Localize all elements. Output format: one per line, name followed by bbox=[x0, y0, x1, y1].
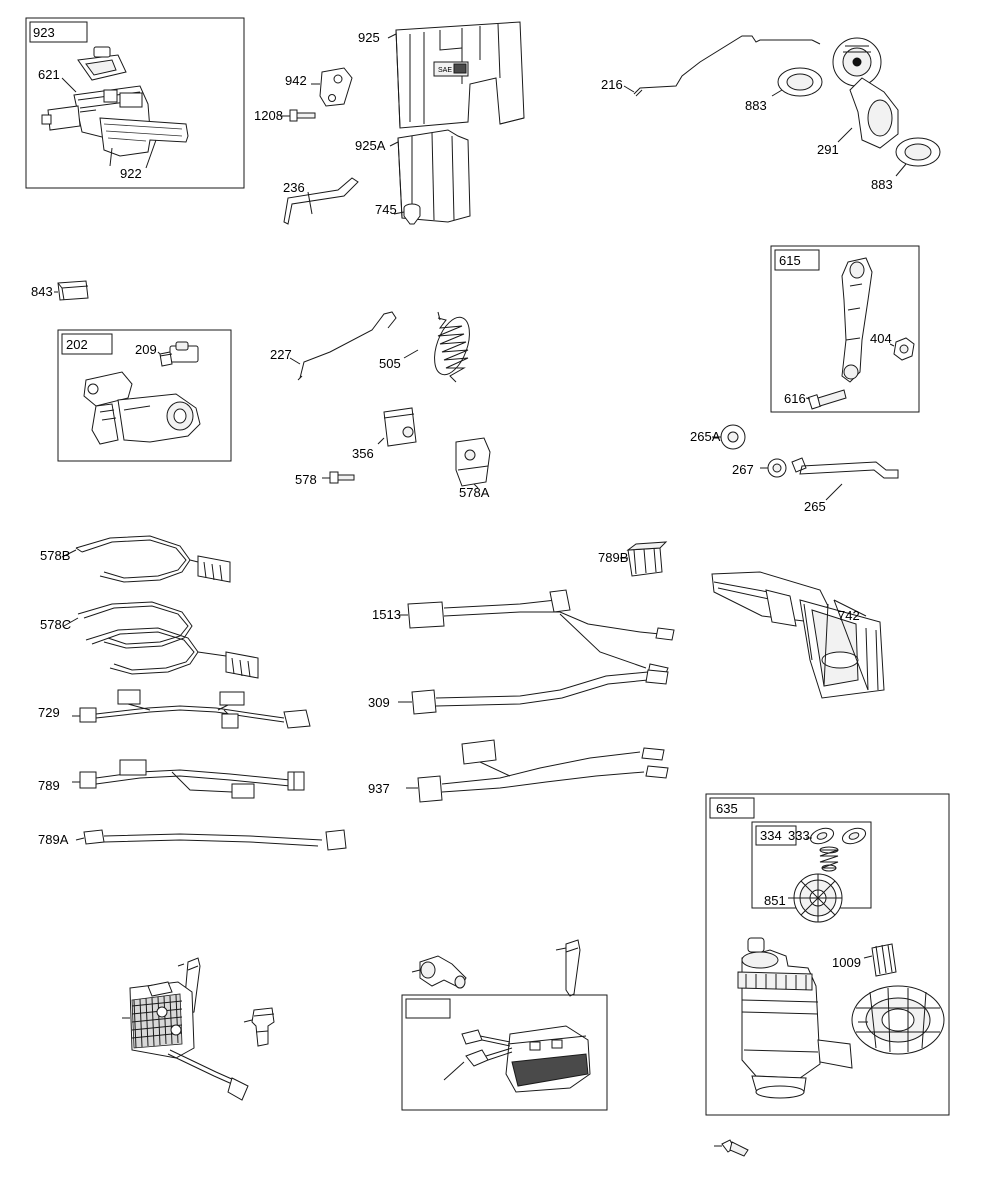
part-578A bbox=[72, 690, 310, 728]
part-635 bbox=[412, 956, 466, 988]
part-883-upper bbox=[772, 68, 822, 96]
part-label-789B: 937 bbox=[368, 781, 390, 796]
part-265A bbox=[378, 408, 416, 446]
part-label-925: 925 bbox=[358, 30, 380, 45]
part-label-209: 505 bbox=[379, 356, 401, 371]
part-label-265A: 356 bbox=[352, 446, 374, 461]
part-333-assembly bbox=[444, 1026, 590, 1092]
part-843 bbox=[54, 281, 88, 300]
part-label-578: 578C bbox=[40, 617, 72, 632]
part-label-562: 616 bbox=[784, 391, 806, 406]
part-267 bbox=[322, 472, 354, 483]
part-474 bbox=[122, 982, 248, 1100]
part-925A bbox=[390, 130, 470, 222]
part-291 bbox=[833, 38, 898, 148]
part-label-883-upper: 883 bbox=[745, 98, 767, 113]
part-616 bbox=[792, 458, 898, 500]
part-label-616: 265 bbox=[804, 499, 826, 514]
part-label-942: 942 bbox=[285, 73, 307, 88]
part-513 bbox=[852, 986, 944, 1054]
part-562 bbox=[806, 390, 846, 409]
part-label-404: 267 bbox=[732, 462, 754, 477]
part-label-202: 227 bbox=[270, 347, 292, 362]
part-789A bbox=[398, 670, 668, 714]
part-883-lower bbox=[896, 138, 940, 176]
part-783A bbox=[864, 944, 896, 976]
part-label-578C: 789A bbox=[38, 832, 69, 847]
part-942 bbox=[311, 68, 352, 106]
group-box-label-937: 334 bbox=[760, 828, 782, 843]
part-label-925A: 925A bbox=[355, 138, 386, 153]
group-box-label-222: 202 bbox=[66, 337, 88, 352]
part-789B bbox=[406, 740, 668, 802]
group-box-label-227: 615 bbox=[779, 253, 801, 268]
group-box-label-923: 923 bbox=[33, 25, 55, 40]
part-505 bbox=[890, 338, 914, 360]
part-404 bbox=[760, 459, 786, 477]
part-742 bbox=[806, 825, 868, 846]
svg-text:SAE: SAE bbox=[438, 67, 453, 74]
part-910 bbox=[244, 1008, 274, 1046]
part-1009 bbox=[714, 1140, 748, 1156]
part-label-1513: 742 bbox=[838, 608, 860, 623]
part-923-assembly bbox=[42, 47, 188, 168]
part-label-745: 745 bbox=[375, 202, 397, 217]
part-label-267: 578 bbox=[295, 472, 317, 487]
part-578 bbox=[64, 602, 258, 678]
part-label-615: 265A bbox=[690, 429, 721, 444]
part-1513 bbox=[712, 572, 884, 698]
part-783 bbox=[788, 874, 842, 922]
part-label-843: 843 bbox=[31, 284, 53, 299]
part-209 bbox=[404, 312, 476, 382]
part-227-assembly bbox=[842, 258, 872, 382]
part-label-578B: 789 bbox=[38, 778, 60, 793]
part-label-742: 333 bbox=[788, 828, 810, 843]
part-label-789A: 309 bbox=[368, 695, 390, 710]
part-label-883-lower: 883 bbox=[871, 177, 893, 192]
part-745 bbox=[394, 204, 420, 224]
part-label-621b: 209 bbox=[135, 342, 157, 357]
part-578C bbox=[76, 830, 346, 850]
part-265 bbox=[456, 438, 490, 488]
part-label-265: 578A bbox=[459, 485, 490, 500]
part-label-621: 621 bbox=[38, 67, 60, 82]
part-label-789: 1513 bbox=[372, 607, 401, 622]
part-222-assembly bbox=[84, 342, 200, 444]
part-label-356: 578B bbox=[40, 548, 71, 563]
part-label-236: 236 bbox=[283, 180, 305, 195]
part-label-1208: 1208 bbox=[254, 108, 283, 123]
part-label-578A: 729 bbox=[38, 705, 60, 720]
part-label-505: 404 bbox=[870, 331, 892, 346]
part-925 bbox=[388, 22, 524, 128]
part-label-922: 922 bbox=[120, 166, 142, 181]
part-label-729: 789B bbox=[598, 550, 629, 565]
part-578B bbox=[72, 760, 304, 798]
part-label-216: 216 bbox=[601, 77, 623, 92]
part-937-spring bbox=[820, 847, 838, 871]
part-334 bbox=[556, 940, 580, 996]
part-789 bbox=[398, 590, 674, 678]
group-box-label-309: 635 bbox=[716, 801, 738, 816]
part-label-783: 851 bbox=[764, 893, 786, 908]
part-1208 bbox=[280, 110, 315, 121]
part-label-291: 291 bbox=[817, 142, 839, 157]
part-356 bbox=[62, 536, 230, 582]
part-label-783A: 1009 bbox=[832, 955, 861, 970]
